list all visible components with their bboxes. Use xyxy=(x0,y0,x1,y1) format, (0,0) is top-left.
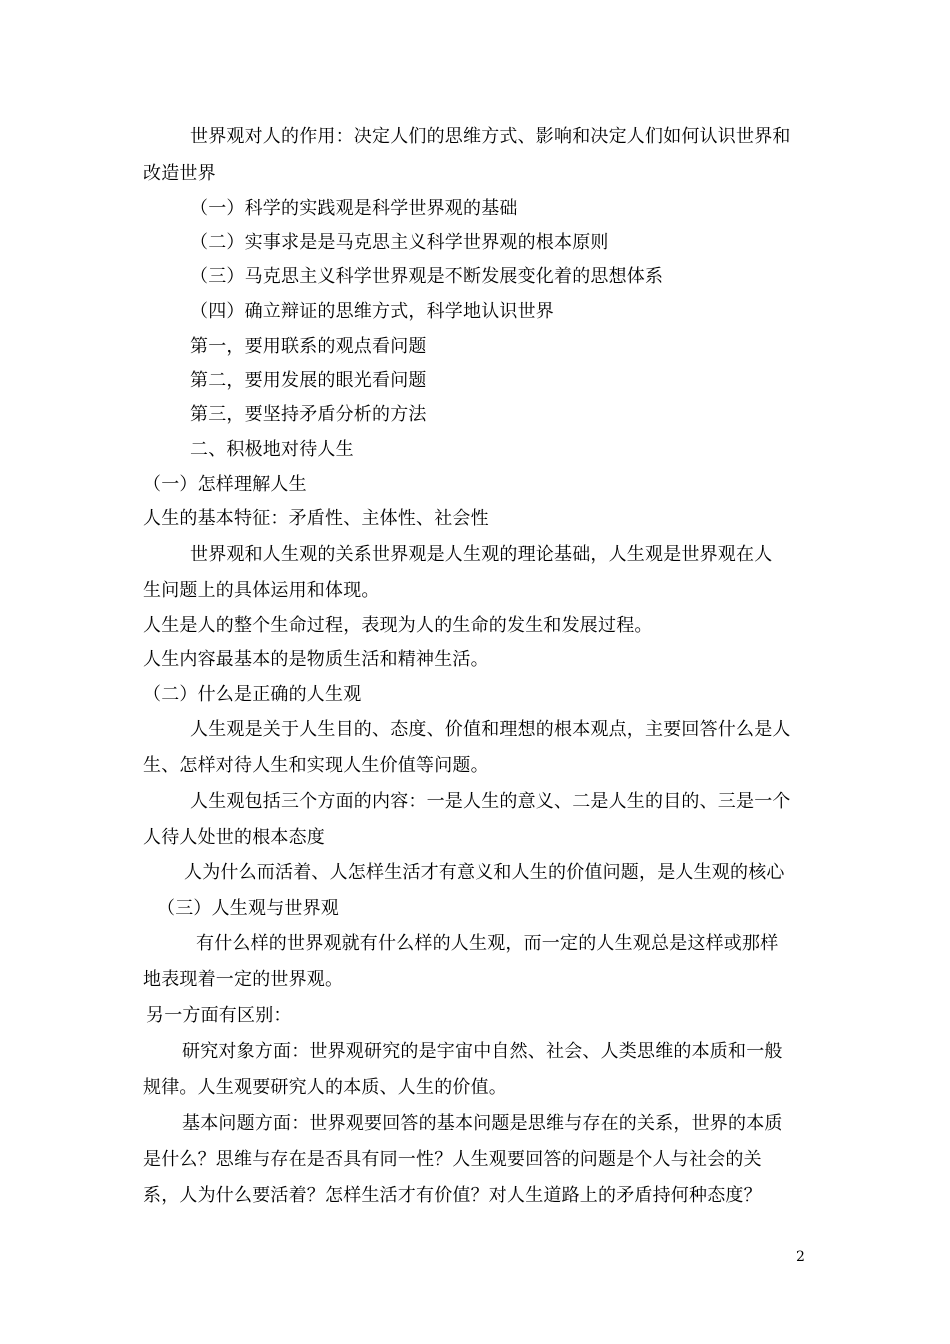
subsection-heading: （一）怎样理解人生 xyxy=(143,474,307,495)
text-line: 人生内容最基本的是物质生活和精神生活。 xyxy=(143,649,489,670)
text-line: （三）马克思主义科学世界观是不断发展变化着的思想体系 xyxy=(190,266,664,287)
text-line: 有什么样的世界观就有什么样的人生观，而一定的人生观总是这样或那样 xyxy=(196,933,779,954)
text-line: 第一，要用联系的观点看问题 xyxy=(190,336,427,357)
page-number: 2 xyxy=(796,1249,805,1265)
section-heading: 二、积极地对待人生 xyxy=(190,439,354,460)
text-line: 是什么？思维与存在是否具有同一性？人生观要回答的问题是个人与社会的关 xyxy=(143,1149,762,1170)
subsection-heading: （二）什么是正确的人生观 xyxy=(143,684,362,705)
text-line: 另一方面有区别： xyxy=(146,1005,292,1026)
text-line: 基本问题方面：世界观要回答的基本问题是思维与存在的关系，世界的本质 xyxy=(182,1113,783,1134)
text-line: 人生的基本特征：矛盾性、主体性、社会性 xyxy=(143,508,489,529)
text-line: 生、怎样对待人生和实现人生价值等问题。 xyxy=(143,755,489,776)
text-line: 人生观包括三个方面的内容：一是人生的意义、二是人生的目的、三是一个 xyxy=(190,791,791,812)
text-line: 第二，要用发展的眼光看问题 xyxy=(190,370,427,391)
text-line: 第三，要坚持矛盾分析的方法 xyxy=(190,404,427,425)
text-line: 规律。人生观要研究人的本质、人生的价值。 xyxy=(143,1077,507,1098)
text-line: 改造世界 xyxy=(143,163,216,184)
text-line: （二）实事求是是马克思主义科学世界观的根本原则 xyxy=(190,232,609,253)
text-line: （四）确立辩证的思维方式，科学地认识世界 xyxy=(190,301,554,322)
text-line: 人生观是关于人生目的、态度、价值和理想的根本观点，主要回答什么是人 xyxy=(190,719,791,740)
text-line: 地表现着一定的世界观。 xyxy=(143,969,344,990)
subsection-heading: （三）人生观与世界观 xyxy=(157,898,339,919)
text-line: 系，人为什么要活着？怎样生活才有价值？对人生道路上的矛盾持何种态度？ xyxy=(143,1185,762,1206)
text-line: 生问题上的具体运用和体现。 xyxy=(143,580,380,601)
text-line: 世界观和人生观的关系世界观是人生观的理论基础，人生观是世界观在人 xyxy=(190,544,773,565)
text-line: 研究对象方面：世界观研究的是宇宙中自然、社会、人类思维的本质和一般 xyxy=(182,1041,783,1062)
text-line: 人生是人的整个生命过程，表现为人的生命的发生和发展过程。 xyxy=(143,615,653,636)
text-line: （一）科学的实践观是科学世界观的基础 xyxy=(190,198,518,219)
text-line: 人待人处世的根本态度 xyxy=(143,827,325,848)
text-line: 世界观对人的作用：决定人们的思维方式、影响和决定人们如何认识世界和 xyxy=(190,126,791,147)
text-line: 人为什么而活着、人怎样生活才有意义和人生的价值问题，是人生观的核心 xyxy=(184,862,785,883)
